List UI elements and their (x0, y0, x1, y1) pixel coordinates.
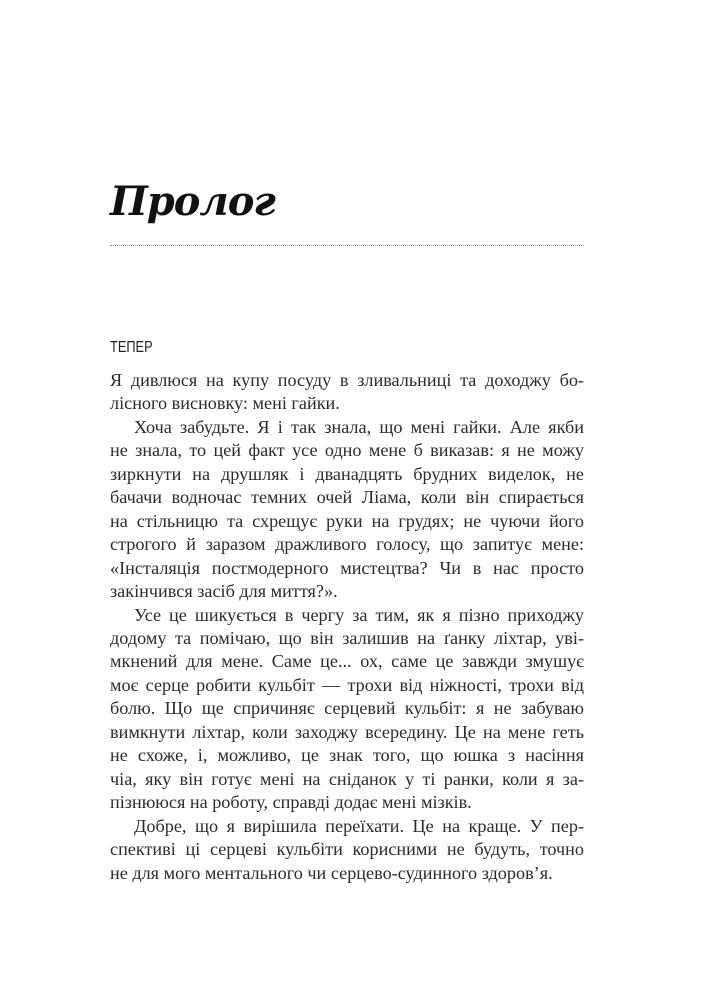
text-line: зиркнути на друшляк і дванадцять брудних виделок, не (110, 463, 584, 484)
text-line: болю. Що ще спричиняє серцевий кульбіт: я не забуваю (110, 698, 584, 719)
text-line: Добре, що я вирішила переїхати. Це на краще. У пер- (134, 815, 584, 836)
text-line: не схоже, і, можливо, це знак того, що юшка з насіння (110, 745, 584, 766)
text-line: спективі ці серцеві кульбіти корисними не будуть, точно (110, 839, 584, 860)
text-line: не для мого ментального чи серцево-судинного здоров’я. (110, 862, 553, 883)
text-line: «Інсталяція постмодерного мистецтва? Чи в нас просто (110, 557, 584, 578)
text-line: бачачи водночас темних очей Ліама, коли він спирається (110, 487, 584, 508)
text-line: додому та помічаю, що він залишив на ґанку ліхтар, уві- (110, 627, 584, 648)
paragraph (110, 604, 584, 815)
text-line: Хоча забудьте. Я і так знала, що мені гайки. Але якби (134, 416, 584, 437)
text-line: не знала, то цей факт усе одно мене б виказав: я не можу (110, 440, 584, 461)
text-line: чіа, яку він готує мені на сніданок у ті ранки, коли я за- (110, 768, 584, 789)
body-text (110, 369, 584, 885)
text-line: моє серце робити кульбіт — трохи від ніжності, трохи від (110, 674, 584, 695)
text-line: закінчився засіб для миття?». (110, 581, 338, 602)
paragraph (110, 416, 584, 604)
text-line: строгого й заразом дражливого голосу, що запитує мене: (110, 534, 584, 555)
text-line: на стільницю та схрещує руки на грудях; не чуючи його (110, 510, 584, 531)
chapter-title: Пролог (110, 178, 275, 225)
paragraph (110, 815, 584, 885)
title-divider (110, 245, 584, 246)
text-line: пізнююся на роботу, справді додає мені мізків. (110, 792, 472, 813)
text-line: вимкнути ліхтар, коли заходжу всередину. Це на мене геть (110, 721, 584, 742)
text-line: Усе це шикується в чергу за тим, як я пізно приходжу (134, 604, 584, 625)
paragraph (110, 369, 584, 416)
text-line: мкнений для мене. Саме це... ох, саме це завжди змушує (110, 651, 584, 672)
text-line: Я дивлюся на купу посуду в зливальниці та доходжу бо- (110, 370, 584, 390)
section-label: ТЕПЕР (110, 339, 153, 356)
text-line: лісного висновку: мені гайки. (110, 393, 340, 414)
